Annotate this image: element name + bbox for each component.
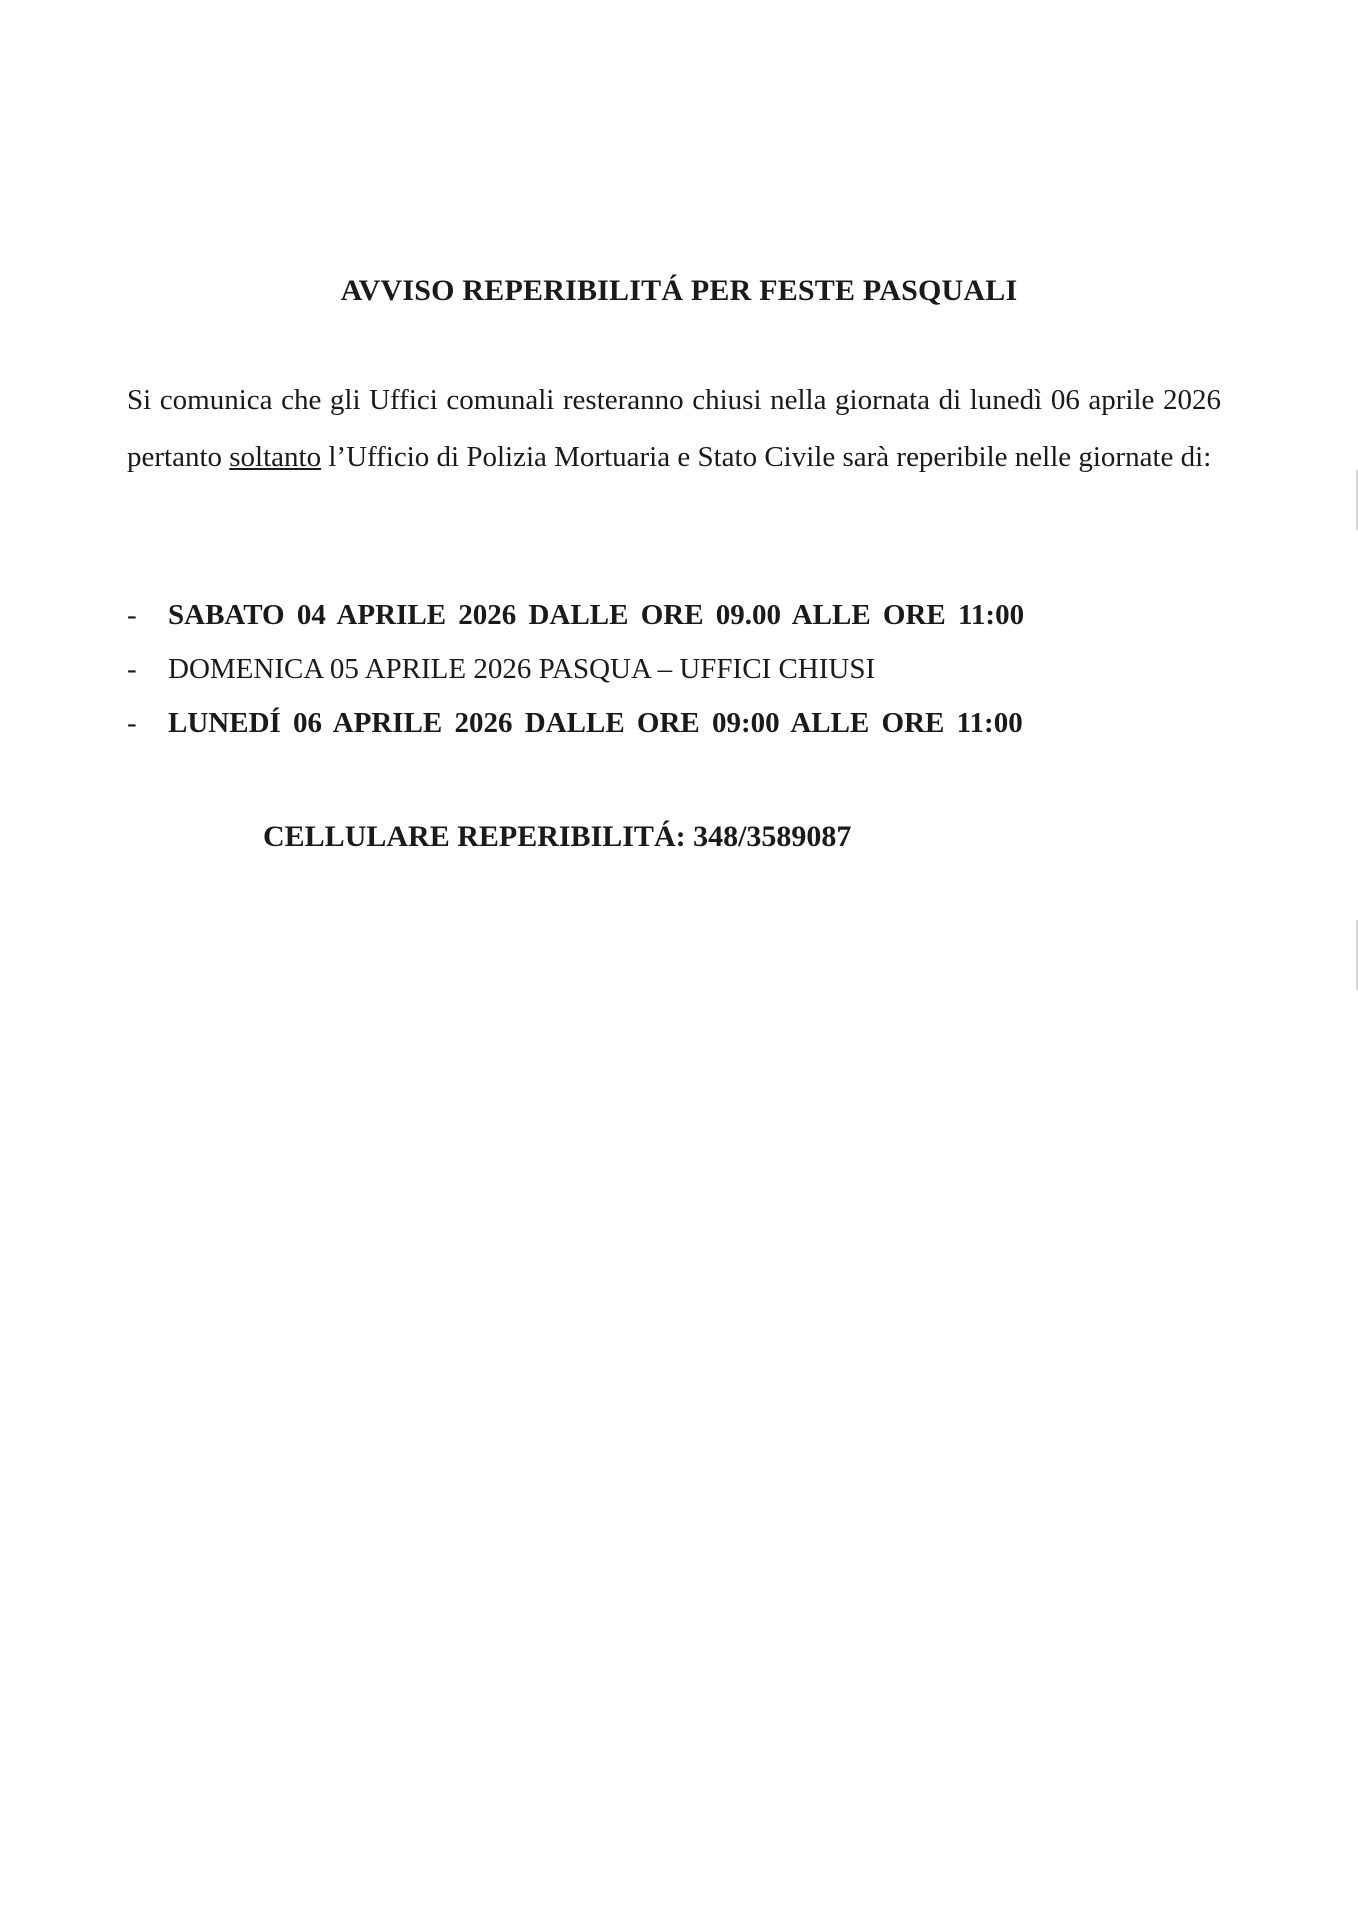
schedule-item-saturday	[127, 588, 1277, 642]
intro-text-part2: l’Ufficio di Polizia Mortuaria e Stato Civile sarà reperibile nelle giornate di:	[321, 441, 1212, 473]
intro-underlined-word: soltanto	[229, 441, 322, 473]
schedule-item-text: SABATO 04 APRILE 2026 DALLE ORE 09.00 ALLE ORE 11:00	[168, 599, 1025, 631]
intro-text-part1: Si comunica che gli Uffici comunali resteranno chiusi nella giornata di lunedì 06 aprile 2026 pertanto	[127, 384, 1221, 473]
list-dash: -	[127, 599, 137, 631]
schedule-list	[127, 588, 1277, 750]
phone-contact: CELLULARE REPERIBILITÁ: 348/3589087	[263, 820, 852, 853]
notice-title: AVVISO REPERIBILITÁ PER FESTE PASQUALI	[340, 274, 1018, 307]
schedule-item-text: DOMENICA 05 APRILE 2026 PASQUA – UFFICI CHIUSI	[168, 653, 876, 685]
intro-paragraph	[127, 372, 1221, 486]
list-dash: -	[127, 707, 137, 739]
schedule-item-sunday	[127, 642, 1277, 696]
schedule-item-text: LUNEDÍ 06 APRILE 2026 DALLE ORE 09:00 ALLE ORE 11:00	[168, 707, 1023, 739]
schedule-item-monday	[127, 696, 1277, 750]
list-dash: -	[127, 653, 137, 685]
